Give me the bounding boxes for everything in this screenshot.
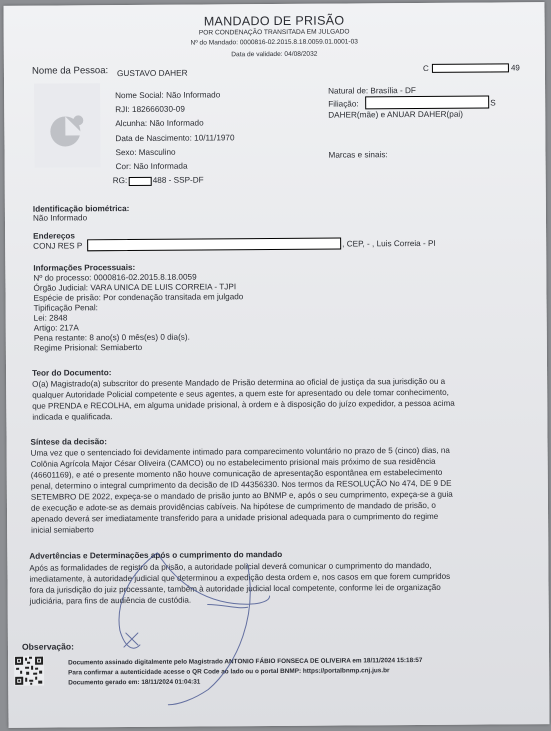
- prison-type: Espécie de prisão: Por condenação transitada em julgado: [33, 292, 244, 303]
- authenticity-notice: Para confirmar a autenticidade acesse o QR Code ao lado ou o portal BNMP: https://portalbnmp.cnj.jus.br: [68, 667, 390, 677]
- person-photo-placeholder: [34, 83, 101, 167]
- sex: Sexo: Masculino: [115, 147, 176, 158]
- teor-line: qualquer Autoridade Policial competente e seus agentes, a quem este for apresentado ou dele tomar conhecimento,: [32, 387, 449, 400]
- synthesis-line: Colônia Agrícola Major César Oliveira (CAMCO) ou no estabelecimento prisional mais próximo de sua residência: [30, 456, 436, 469]
- filiation-line2: DAHER(mãe) e ANUAR DAHER(pai): [328, 109, 463, 120]
- nome-social: Nome Social: Não Informado: [115, 90, 221, 101]
- teor-line: O(a) Magistrado(a) subscritor do presente Mandado de Prisão determina ao oficial de justiça da sua jurisdição ou a: [32, 376, 446, 389]
- addresses-title: Endereços: [33, 231, 76, 241]
- mandado-number: Nº do Mandado: 0000816-02.2015.8.18.0059.01.0001-03: [190, 38, 358, 47]
- warnings-line: Após as formalidades de registro da prisão, a autoridade policial deverá comunicar o cumprimento do mandado,: [29, 560, 432, 573]
- synthesis-line: Uma vez que o sentenciado foi devidamente intimado para comparecimento voluntário no prazo de 5 (cinco) dias, na: [30, 445, 450, 458]
- color: Cor: Não Informada: [115, 161, 188, 172]
- cpf-suffix: 49: [510, 63, 520, 73]
- filiation-redaction: [365, 96, 489, 110]
- penal-typification: Tipificação Penal:: [33, 303, 98, 313]
- document-subtitle: POR CONDENAÇÃO TRANSITADA EM JULGADO: [198, 28, 350, 37]
- address-suffix: , CEP, - , Luis Correia - PI: [342, 238, 436, 249]
- synthesis-line: de execução e adote-se as demais providências cabíveis. Na hipótese de cumprimento de mandado de prisão, o: [30, 500, 436, 513]
- alcunha: Alcunha: Não Informado: [115, 118, 204, 129]
- document-page: [3, 2, 549, 728]
- rg-redaction: [129, 177, 152, 186]
- filiation-prefix: Filiação:: [328, 99, 359, 109]
- filiation-suffix: S: [490, 98, 496, 108]
- law: Lei: 2848: [33, 313, 68, 323]
- synthesis-line: apenado deverá ser imediatamente transferido para a unidade prisional adequada para o cumprimento do regime: [31, 511, 439, 524]
- rji: RJI: 182666030-09: [115, 104, 185, 115]
- teor-title: Teor do Documento:: [32, 368, 112, 378]
- warnings-title: Advertências e Determinações após o cumprimento do mandado: [29, 549, 283, 561]
- warnings-line: imediatamente, à autoridade judicial que determinou a expedição desta ordem e, nos casos em que forem cumpridos: [29, 571, 451, 584]
- judicial-organ: Órgão Judicial: VARA UNICA DE LUIS CORREIA - TJPI: [33, 282, 237, 293]
- signature-notice: Documento assinado digitalmente pelo Magistrado ANTONIO FÁBIO FONSECA DE OLIVEIRA em 18/11/2024 15:18:57: [68, 656, 423, 667]
- process-number: Nº do processo: 0000816-02.2015.8.18.0059: [33, 272, 197, 283]
- cpf-prefix: C: [422, 63, 429, 73]
- rg-suffix: 488 - SSP-DF: [152, 175, 204, 185]
- synthesis-line: (46601169), e até o presente momento não houve comunicação de apresentação espontânea em estabelecimento: [30, 467, 443, 480]
- cpf-redaction: [432, 63, 509, 73]
- validity-date: Data de validade: 04/08/2032: [231, 50, 318, 59]
- synthesis-line: SETEMBRO DE 2022, expeça-se o mandado de prisão junto ao BNMP e, após o seu cumprimento, expeça-se a guia: [30, 489, 453, 502]
- remaining-sentence: Pena restante: 8 ano(s) 0 mês(es) 0 dia(s).: [33, 332, 190, 343]
- processual-title: Informações Processuais:: [33, 262, 136, 273]
- marks-and-signs: Marcas e sinais:: [328, 150, 388, 160]
- prison-regime: Regime Prisional: Semiaberto: [33, 342, 143, 353]
- article: Artigo: 217A: [33, 323, 79, 333]
- biometric-title: Identificação biométrica:: [32, 204, 130, 214]
- birthplace: Natural de: Brasília - DF: [328, 86, 416, 96]
- teor-line: que PRENDA e RECOLHA, em alguma unidade prisional, à ordem e à disposição do juízo expedidor, a pessoa acima: [32, 398, 455, 411]
- biometric-value: Não Informado: [32, 213, 88, 223]
- warnings-line: fora da jurisdição do juiz processante, também à autoridade judicial local competente, conforme lei de organização: [29, 582, 441, 595]
- generated-date: Documento gerado em: 18/11/2024 01:04:31: [68, 678, 201, 687]
- synthesis-line: penal, determino o integral cumprimento da decisão de ID 44356330. Nos termos da RESOLUÇÃO No 474, DE 9 DE: [30, 478, 452, 491]
- person-name: GUSTAVO DAHER: [116, 67, 188, 79]
- teor-line: indicada e qualificada.: [32, 412, 113, 422]
- rg-prefix: RG:: [112, 176, 128, 186]
- synthesis-line: inicial semiaberto: [31, 525, 94, 535]
- synthesis-title: Síntese da decisão:: [30, 437, 108, 447]
- birth-date: Data de Nascimento: 10/11/1970: [115, 133, 235, 144]
- name-label: Nome da Pessoa:: [31, 65, 109, 77]
- observation-label: Observação:: [21, 641, 75, 652]
- warnings-line: judiciária, para fins de audiência de custódia.: [29, 595, 192, 606]
- address-redaction: [87, 238, 341, 252]
- address-prefix: CONJ RES P: [33, 241, 83, 251]
- qr-code-icon[interactable]: [14, 656, 44, 686]
- document-title: MANDADO DE PRISÃO: [203, 13, 345, 29]
- photo-silhouette-icon: [34, 83, 101, 167]
